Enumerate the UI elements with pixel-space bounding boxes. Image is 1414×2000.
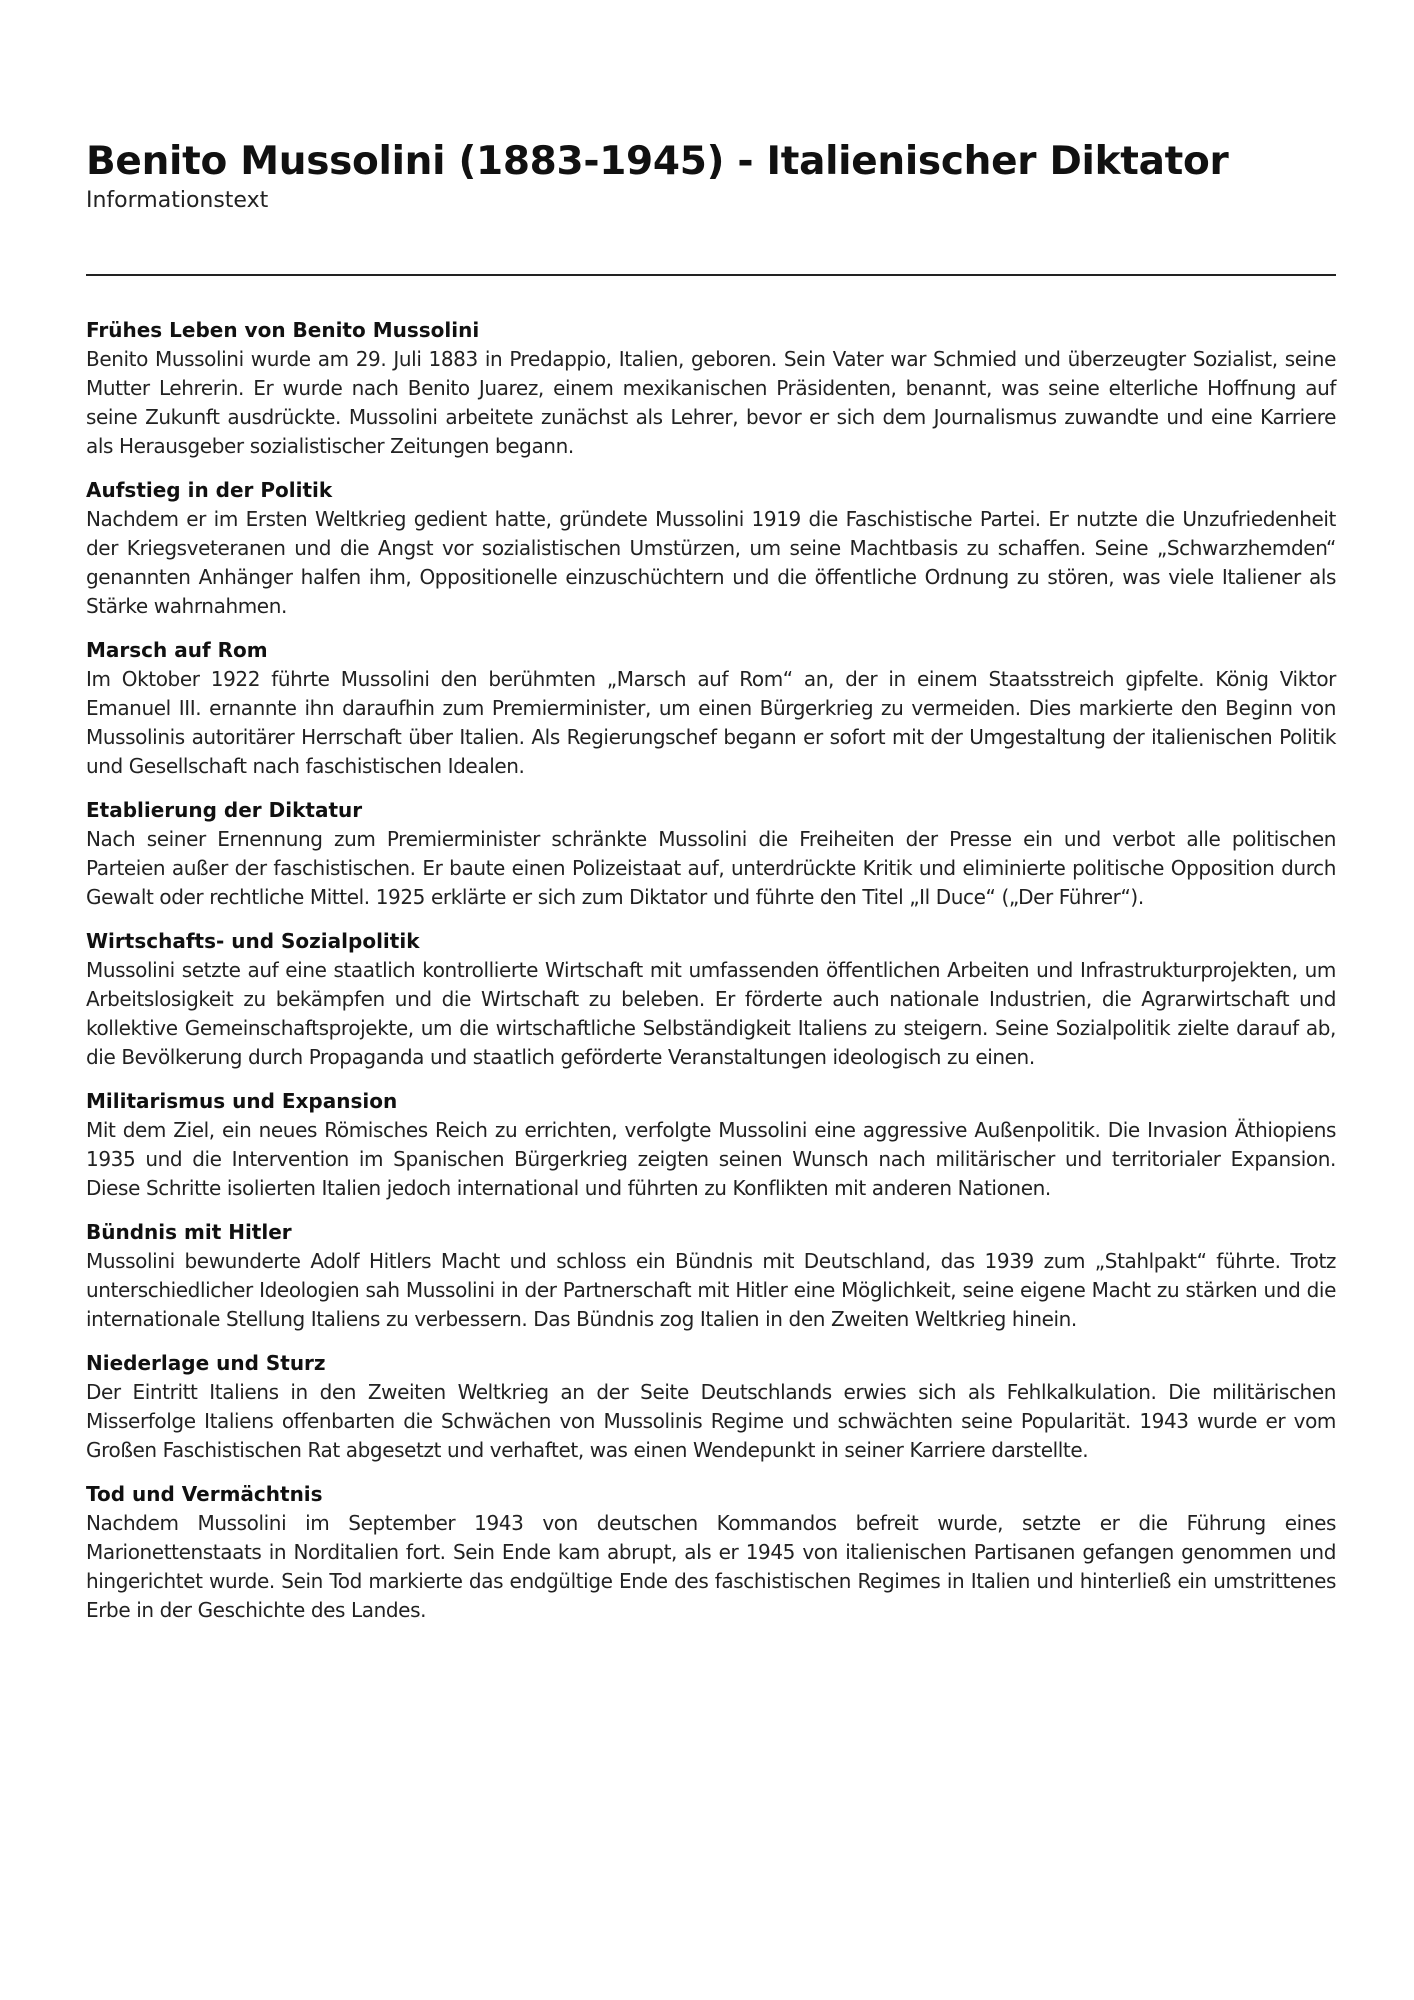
section-heading: Tod und Vermächtnis (86, 1482, 323, 1506)
section-heading: Etablierung der Diktatur (86, 798, 363, 822)
page-title: Benito Mussolini (1883-1945) - Italienischer Diktator (86, 139, 1229, 184)
section-heading: Wirtschafts- und Sozialpolitik (86, 929, 420, 953)
section-heading: Frühes Leben von Benito Mussolini (86, 318, 480, 342)
section-march-on-rome (86, 636, 1336, 781)
section-heading: Marsch auf Rom (86, 638, 268, 662)
section-text: Nachdem er im Ersten Weltkrieg gedient hatte, gründete Mussolini 1919 die Faschistische Partei. Er nutzte die Unzufriedenheit der Kriegsveteranen und die Angst vor sozialistischen Umstürzen, um seine Machtbasis zu schaffen. Seine „Schwarzhemden“ genannten Anhänger halfen ihm, Oppositionelle einzuschüchtern und die öffentliche Ordnung zu stören, was viele Italiener als Stärke wahrnahmen. (86, 507, 1336, 618)
section-defeat (86, 1349, 1336, 1465)
section-early-life (86, 316, 1336, 461)
section-dictatorship (86, 796, 1336, 912)
section-heading: Aufstieg in der Politik (86, 478, 333, 502)
title-divider (86, 274, 1336, 276)
section-economic-policy (86, 927, 1336, 1072)
section-heading: Niederlage und Sturz (86, 1351, 326, 1375)
document-page (86, 0, 1336, 1640)
page-subtitle: Informationstext (86, 188, 269, 213)
section-heading: Militarismus und Expansion (86, 1089, 398, 1113)
section-text: Mussolini bewunderte Adolf Hitlers Macht und schloss ein Bündnis mit Deutschland, das 1939 zum „Stahlpakt“ führte. Trotz unterschiedlicher Ideologien sah Mussolini in der Partnerschaft mit Hitler eine Möglichkeit, seine eigene Macht zu stärken und die internationale Stellung Italiens zu verbessern. Das Bündnis zog Italien in den Zweiten Weltkrieg hinein. (86, 1249, 1336, 1331)
section-heading: Bündnis mit Hitler (86, 1220, 292, 1244)
section-text: Mit dem Ziel, ein neues Römisches Reich zu errichten, verfolgte Mussolini eine aggressive Außenpolitik. Die Invasion Äthiopiens 1935 und die Intervention im Spanischen Bürgerkrieg zeigten seinen Wunsch nach militärischer und territorialer Expansion. Diese Schritte isolierten Italien jedoch international und führten zu Konflikten mit anderen Nationen. (86, 1118, 1336, 1200)
section-death-legacy (86, 1480, 1336, 1625)
section-text: Im Oktober 1922 führte Mussolini den berühmten „Marsch auf Rom“ an, der in einem Staatsstreich gipfelte. König Viktor Emanuel III. ernannte ihn daraufhin zum Premierminister, um einen Bürgerkrieg zu vermeiden. Dies markierte den Beginn von Mussolinis autoritärer Herrschaft über Italien. Als Regierungschef begann er sofort mit der Umgestaltung der italienischen Politik und Gesellschaft nach faschistischen Idealen. (86, 667, 1336, 778)
section-text: Der Eintritt Italiens in den Zweiten Weltkrieg an der Seite Deutschlands erwies sich als Fehlkalkulation. Die militärischen Misserfolge Italiens offenbarten die Schwächen von Mussolinis Regime und schwächten seine Popularität. 1943 wurde er vom Großen Faschistischen Rat abgesetzt und verhaftet, was einen Wendepunkt in seiner Karriere darstellte. (86, 1380, 1336, 1462)
section-militarism (86, 1087, 1336, 1203)
section-text: Mussolini setzte auf eine staatlich kontrollierte Wirtschaft mit umfassenden öffentlichen Arbeiten und Infrastrukturprojekten, um Arbeitslosigkeit zu bekämpfen und die Wirtschaft zu beleben. Er förderte auch nationale Industrien, die Agrarwirtschaft und kollektive Gemeinschaftsprojekte, um die wirtschaftliche Selbständigkeit Italiens zu steigern. Seine Sozialpolitik zielte darauf ab, die Bevölkerung durch Propaganda und staatlich geförderte Veranstaltungen ideologisch zu einen. (86, 958, 1336, 1069)
section-alliance-hitler (86, 1218, 1336, 1334)
sections-container (86, 316, 1336, 1625)
section-text: Benito Mussolini wurde am 29. Juli 1883 in Predappio, Italien, geboren. Sein Vater war Schmied und überzeugter Sozialist, seine Mutter Lehrerin. Er wurde nach Benito Juarez, einem mexikanischen Präsidenten, benannt, was seine elterliche Hoffnung auf seine Zukunft ausdrückte. Mussolini arbeitete zunächst als Lehrer, bevor er sich dem Journalismus zuwandte und eine Karriere als Herausgeber sozialistischer Zeitungen begann. (86, 347, 1336, 458)
section-text: Nachdem Mussolini im September 1943 von deutschen Kommandos befreit wurde, setzte er die Führung eines Marionettenstaats in Norditalien fort. Sein Ende kam abrupt, als er 1945 von italienischen Partisanen gefangen genommen und hingerichtet wurde. Sein Tod markierte das endgültige Ende des faschistischen Regimes in Italien und hinterließ ein umstrittenes Erbe in der Geschichte des Landes. (86, 1511, 1336, 1622)
section-political-rise (86, 476, 1336, 621)
section-text: Nach seiner Ernennung zum Premierminister schränkte Mussolini die Freiheiten der Presse ein und verbot alle politischen Parteien außer der faschistischen. Er baute einen Polizeistaat auf, unterdrückte Kritik und eliminierte politische Opposition durch Gewalt oder rechtliche Mittel. 1925 erklärte er sich zum Diktator und führte den Titel „Il Duce“ („Der Führer“). (86, 827, 1336, 909)
